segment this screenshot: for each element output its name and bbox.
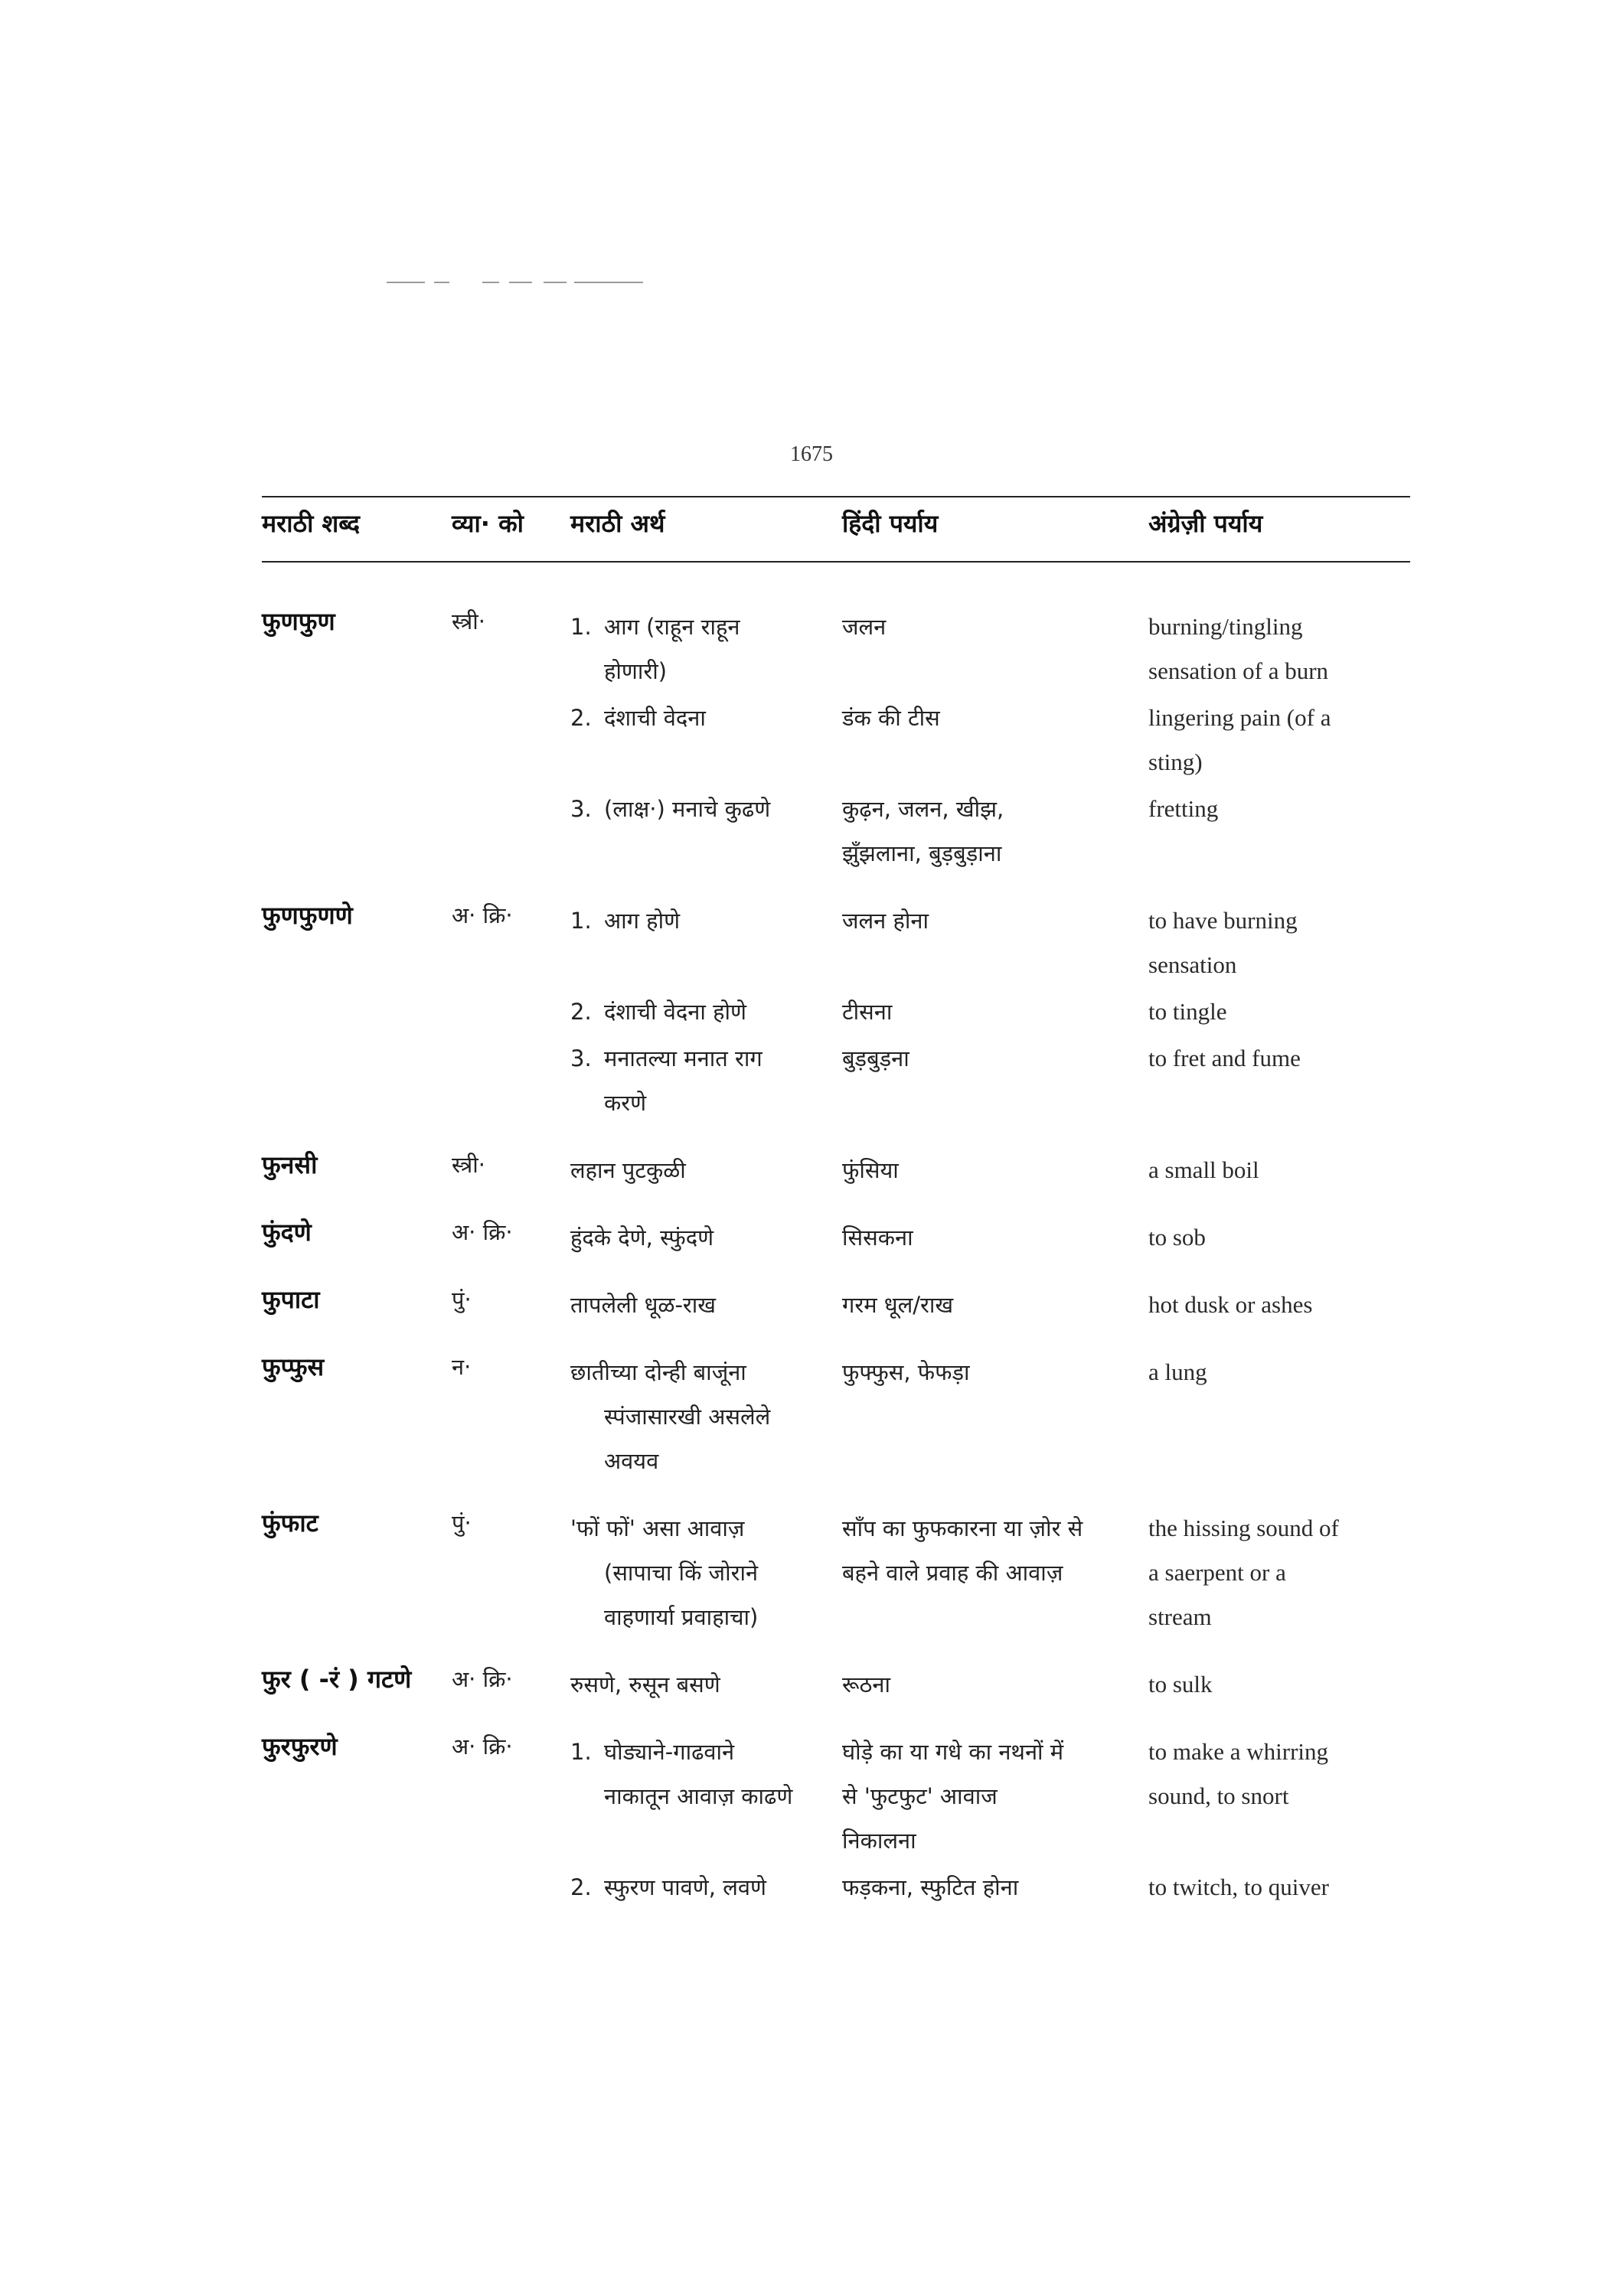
dictionary-entry bbox=[0, 1215, 1623, 1262]
marathi-meaning bbox=[570, 1662, 834, 1707]
marathi-meaning-text: दंशाची वेदना bbox=[604, 705, 706, 731]
dictionary-entry bbox=[0, 1350, 1623, 1486]
marathi-meaning bbox=[570, 1215, 834, 1260]
hindi-synonym bbox=[842, 1730, 1141, 1863]
header-marathi-meaning: मराठी अर्थ bbox=[570, 509, 665, 538]
english-synonym-line: fretting bbox=[1148, 795, 1219, 822]
english-synonym-line: a saerpent or a bbox=[1148, 1559, 1286, 1586]
entry-sense bbox=[0, 1865, 1623, 1912]
marathi-meaning-line: रुसणे, रुसून बसणे bbox=[570, 1671, 720, 1698]
sense-number: 1. bbox=[570, 908, 592, 934]
sense-number: 3. bbox=[570, 796, 592, 822]
hindi-synonym-line: फड़कना, स्फुटित होना bbox=[842, 1874, 1019, 1900]
entry-sense bbox=[0, 1506, 1623, 1642]
entry-sense bbox=[0, 1350, 1623, 1486]
entry-sense bbox=[0, 1283, 1623, 1329]
entry-grammar: पुं· bbox=[452, 1287, 472, 1313]
marathi-meaning-line bbox=[570, 1730, 834, 1774]
english-synonym-line: to make a whirring bbox=[1148, 1738, 1329, 1765]
english-synonym-line: burning/tingling bbox=[1148, 613, 1303, 640]
english-synonym-line: a small boil bbox=[1148, 1156, 1259, 1183]
english-synonym-line: hot dusk or ashes bbox=[1148, 1291, 1313, 1318]
marathi-meaning bbox=[570, 1730, 834, 1818]
entry-word: फुर ( -रं ) गटणे bbox=[262, 1665, 412, 1694]
entry-word: फुप्फुस bbox=[262, 1352, 325, 1381]
header-top-rule bbox=[262, 496, 1410, 497]
hindi-synonym-line: बहने वाले प्रवाह की आवाज़ bbox=[842, 1560, 1063, 1586]
entry-grammar: स्त्री· bbox=[452, 1152, 486, 1178]
marathi-meaning-line: हुंदके देणे, स्फुंदणे bbox=[570, 1225, 714, 1251]
english-synonym bbox=[1148, 1730, 1412, 1818]
hindi-synonym bbox=[842, 787, 1141, 876]
header-grammar: व्या· को bbox=[452, 509, 524, 538]
entry-grammar: अ· क्रि· bbox=[452, 1219, 513, 1245]
entry-grammar: पुं· bbox=[452, 1510, 472, 1536]
hindi-synonym bbox=[842, 899, 1141, 943]
english-synonym-line: a lung bbox=[1148, 1358, 1207, 1385]
entry-word: फुनसी bbox=[262, 1150, 318, 1179]
marathi-meaning bbox=[570, 990, 834, 1034]
dictionary-entries bbox=[0, 605, 1623, 1932]
english-synonym-line: sensation of a burn bbox=[1148, 657, 1329, 684]
hindi-synonym-line: निकालना bbox=[842, 1828, 916, 1854]
dictionary-entry bbox=[0, 899, 1623, 1127]
table-header bbox=[0, 507, 1623, 553]
hindi-synonym-line: फुफ्फुस, फेफड़ा bbox=[842, 1359, 970, 1385]
marathi-meaning bbox=[570, 1350, 834, 1483]
english-synonym-line: sting) bbox=[1148, 748, 1203, 775]
dictionary-entry bbox=[0, 1662, 1623, 1709]
english-synonym-line: to sob bbox=[1148, 1224, 1206, 1251]
marathi-meaning-line: 'फों फों' असा आवाज़ bbox=[570, 1515, 745, 1541]
marathi-meaning-line: स्पंजासारखी असलेले bbox=[604, 1404, 771, 1430]
marathi-meaning bbox=[570, 696, 834, 740]
entry-word: फुंफाट bbox=[262, 1508, 318, 1538]
english-synonym bbox=[1148, 1506, 1412, 1639]
english-synonym-line: to sulk bbox=[1148, 1671, 1213, 1698]
marathi-meaning-line: (सापाचा किं जोराने bbox=[604, 1560, 759, 1586]
marathi-meaning bbox=[570, 1283, 834, 1327]
hindi-synonym bbox=[842, 1215, 1141, 1260]
entry-grammar: अ· क्रि· bbox=[452, 1733, 513, 1760]
entry-sense bbox=[0, 605, 1623, 696]
hindi-synonym-line: गरम धूल/राख bbox=[842, 1292, 954, 1318]
entry-grammar: अ· क्रि· bbox=[452, 1666, 513, 1692]
marathi-meaning-line: छातीच्या दोन्ही बाजूंना bbox=[570, 1359, 746, 1385]
entry-grammar: स्त्री· bbox=[452, 608, 486, 634]
english-synonym bbox=[1148, 787, 1412, 831]
entry-sense bbox=[0, 1662, 1623, 1709]
english-synonym bbox=[1148, 1662, 1412, 1707]
sense-number: 1. bbox=[570, 1739, 592, 1765]
hindi-synonym bbox=[842, 1662, 1141, 1707]
hindi-synonym bbox=[842, 1350, 1141, 1394]
hindi-synonym bbox=[842, 605, 1141, 649]
hindi-synonym-line: जलन होना bbox=[842, 908, 929, 934]
hindi-synonym-line: सिसकना bbox=[842, 1225, 913, 1251]
entry-word: फुंदणे bbox=[262, 1218, 312, 1247]
marathi-meaning-line bbox=[570, 696, 834, 740]
dictionary-entry bbox=[0, 1506, 1623, 1642]
entry-grammar: अ· क्रि· bbox=[452, 902, 513, 928]
marathi-meaning-line bbox=[570, 1865, 834, 1910]
entry-word: फुणफुणणे bbox=[262, 901, 353, 930]
hindi-synonym-line: बुड़बुड़ना bbox=[842, 1045, 909, 1071]
hindi-synonym-line: से 'फुटफुट' आवाज bbox=[842, 1783, 998, 1809]
sense-number: 2. bbox=[570, 999, 592, 1025]
hindi-synonym-line: डंक की टीस bbox=[842, 705, 940, 731]
english-synonym bbox=[1148, 990, 1412, 1034]
english-synonym-line: sound, to snort bbox=[1148, 1782, 1289, 1809]
marathi-meaning-line bbox=[570, 1036, 834, 1081]
hindi-synonym bbox=[842, 1865, 1141, 1910]
marathi-meaning-text: स्फुरण पावणे, लवणे bbox=[604, 1874, 766, 1900]
marathi-meaning bbox=[570, 1148, 834, 1192]
english-synonym-line: to tingle bbox=[1148, 998, 1227, 1025]
dictionary-entry bbox=[0, 1148, 1623, 1195]
marathi-meaning-line: करणे bbox=[604, 1090, 647, 1116]
english-synonym bbox=[1148, 1350, 1412, 1394]
marathi-meaning-line bbox=[570, 787, 834, 831]
hindi-synonym-line: झुँझलाना, बुड़बुड़ाना bbox=[842, 840, 1002, 866]
entry-sense bbox=[0, 1036, 1623, 1127]
dictionary-entry bbox=[0, 605, 1623, 878]
header-marathi-word: मराठी शब्द bbox=[262, 509, 360, 538]
marathi-meaning bbox=[570, 1506, 834, 1639]
hindi-synonym-line: कुढ़न, जलन, खीझ, bbox=[842, 796, 1004, 822]
english-synonym-line: to fret and fume bbox=[1148, 1045, 1301, 1071]
sense-number: 2. bbox=[570, 705, 592, 731]
entry-sense bbox=[0, 696, 1623, 787]
english-synonym bbox=[1148, 605, 1412, 693]
english-synonym bbox=[1148, 1148, 1412, 1192]
hindi-synonym-line: फुंसिया bbox=[842, 1157, 899, 1183]
english-synonym bbox=[1148, 1215, 1412, 1260]
entry-word: फुणफुण bbox=[262, 607, 335, 636]
english-synonym-line: stream bbox=[1148, 1603, 1212, 1630]
dictionary-entry bbox=[0, 1283, 1623, 1329]
marathi-meaning-line bbox=[570, 605, 834, 649]
marathi-meaning-line: लहान पुटकुळी bbox=[570, 1157, 686, 1183]
marathi-meaning-text: दंशाची वेदना होणे bbox=[604, 999, 746, 1025]
marathi-meaning-line: होणारी) bbox=[604, 658, 668, 684]
hindi-synonym bbox=[842, 696, 1141, 740]
sense-number: 3. bbox=[570, 1045, 592, 1071]
hindi-synonym-line: घोड़े का या गधे का नथनों में bbox=[842, 1739, 1064, 1765]
entry-grammar: न· bbox=[452, 1354, 472, 1380]
hindi-synonym bbox=[842, 1506, 1141, 1595]
entry-sense bbox=[0, 899, 1623, 990]
marathi-meaning bbox=[570, 899, 834, 943]
hindi-synonym-line: जलन bbox=[842, 614, 887, 640]
sense-number: 1. bbox=[570, 614, 592, 640]
marathi-meaning-line: अवयव bbox=[604, 1448, 659, 1474]
entry-sense bbox=[0, 787, 1623, 878]
marathi-meaning-text: आग (राहून राहून bbox=[604, 614, 740, 640]
marathi-meaning-text: मनातल्या मनात राग bbox=[604, 1045, 763, 1071]
english-synonym bbox=[1148, 1865, 1412, 1910]
entry-word: फुपाटा bbox=[262, 1285, 320, 1314]
english-synonym-line: lingering pain (of a bbox=[1148, 704, 1331, 731]
english-synonym-line: to have burning bbox=[1148, 907, 1298, 934]
english-synonym bbox=[1148, 1283, 1412, 1327]
english-synonym bbox=[1148, 696, 1412, 784]
hindi-synonym bbox=[842, 1283, 1141, 1327]
english-synonym bbox=[1148, 899, 1412, 987]
english-synonym-line: the hissing sound of bbox=[1148, 1515, 1339, 1541]
dictionary-entry bbox=[0, 1730, 1623, 1912]
hindi-synonym-line: साँप का फुफकारना या ज़ोर से bbox=[842, 1515, 1083, 1541]
hindi-synonym bbox=[842, 1148, 1141, 1192]
hindi-synonym-line: टीसना bbox=[842, 999, 893, 1025]
entry-sense bbox=[0, 1215, 1623, 1262]
header-english-synonym: अंग्रेज़ी पर्याय bbox=[1148, 509, 1263, 538]
marathi-meaning bbox=[570, 1865, 834, 1910]
english-synonym-line: to twitch, to quiver bbox=[1148, 1874, 1329, 1900]
hindi-synonym bbox=[842, 1036, 1141, 1081]
marathi-meaning-text: आग होणे bbox=[604, 908, 681, 934]
header-hindi-synonym: हिंदी पर्याय bbox=[842, 509, 939, 538]
marathi-meaning-line: नाकातून आवाज़ काढणे bbox=[604, 1783, 793, 1809]
marathi-meaning-line bbox=[570, 990, 834, 1034]
marathi-meaning bbox=[570, 1036, 834, 1125]
english-synonym-line: sensation bbox=[1148, 951, 1237, 978]
header-bottom-rule bbox=[262, 561, 1410, 563]
hindi-synonym bbox=[842, 990, 1141, 1034]
sense-number: 2. bbox=[570, 1874, 592, 1900]
hindi-synonym-line: रूठना bbox=[842, 1671, 890, 1698]
marathi-meaning bbox=[570, 605, 834, 693]
marathi-meaning-line: तापलेली धूळ-राख bbox=[570, 1292, 716, 1318]
marathi-meaning-line: वाहणार्या प्रवाहाचा) bbox=[604, 1604, 759, 1630]
entry-word: फुरफुरणे bbox=[262, 1732, 338, 1761]
marathi-meaning-line bbox=[570, 899, 834, 943]
entry-sense bbox=[0, 1730, 1623, 1865]
entry-sense bbox=[0, 1148, 1623, 1195]
marathi-meaning bbox=[570, 787, 834, 831]
entry-sense bbox=[0, 990, 1623, 1036]
scan-marks bbox=[387, 282, 662, 285]
marathi-meaning-text: घोड्याने-गाढवाने bbox=[604, 1739, 735, 1765]
marathi-meaning-text: (लाक्ष·) मनाचे कुढणे bbox=[604, 796, 771, 822]
page-number: 1675 bbox=[790, 442, 833, 466]
english-synonym bbox=[1148, 1036, 1412, 1081]
